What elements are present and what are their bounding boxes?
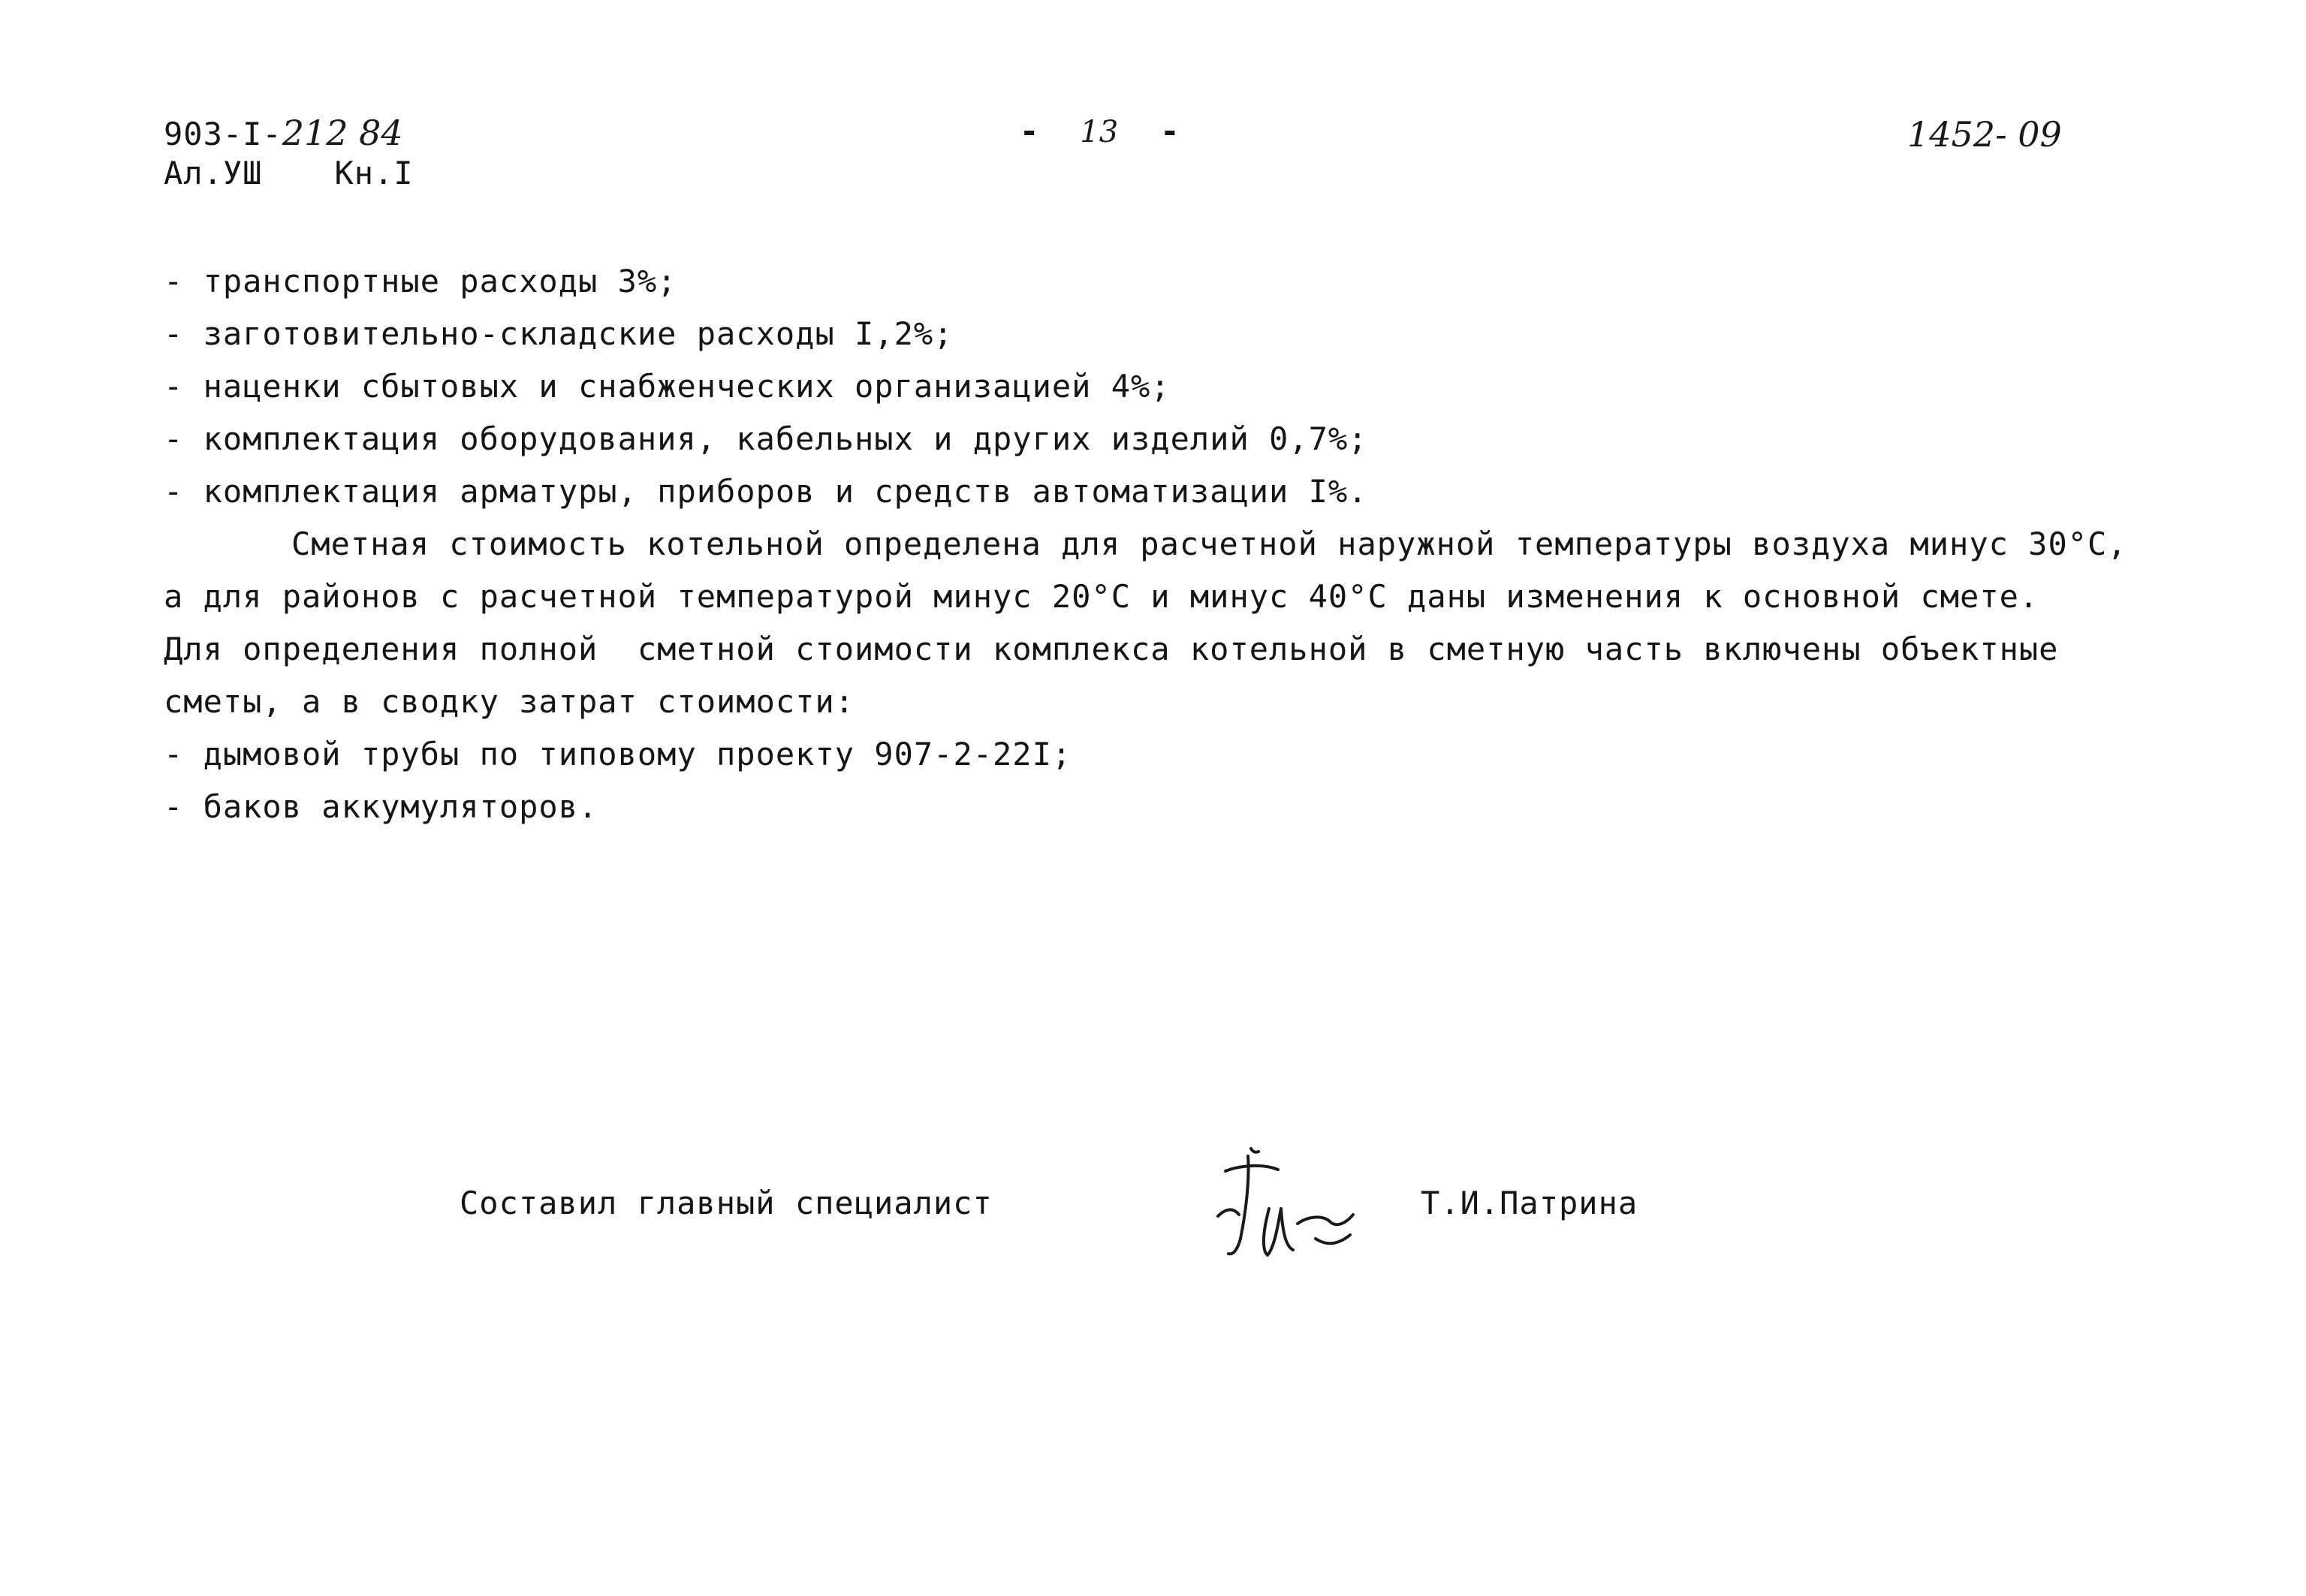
handwritten-signature [1203, 1126, 1398, 1276]
document-code [164, 113, 403, 153]
album-label: Ал.УШ [164, 155, 263, 191]
page-number-group [1020, 113, 1180, 149]
paragraph-line: сметы, а в сводку затрат стоимости: [164, 683, 855, 720]
paragraph-line: Для определения полной сметной стоимости комплекса котельной в сметную часть включены объектные [164, 631, 2059, 667]
body-text [164, 255, 2236, 833]
album-book-line [164, 155, 414, 191]
paragraph-line: а для районов с расчетной температурой минус 20°С и минус 40°С даны изменения к основной смете. [164, 578, 2039, 615]
page-number: 13 [1080, 115, 1119, 149]
book-label: Кн.I [334, 155, 414, 191]
paragraph-line: Сметная стоимость котельной определена для расчетной наружной температуры воздуха минус 30°С, [291, 525, 2127, 562]
list-item: - баков аккумуляторов. [164, 788, 598, 825]
signature-label: Составил главный специалист [460, 1185, 993, 1221]
list-item: - дымовой трубы по типовому проекту 907-2-22I; [164, 736, 1072, 772]
list-item: - комплектация оборудования, кабельных и других изделий 0,7%; [164, 420, 1368, 457]
list-item: - заготовительно-складские расходы I,2%; [164, 315, 954, 352]
list-item: - транспортные расходы 3%; [164, 263, 677, 300]
list-item: - наценки сбытовых и снабженческих организацией 4%; [164, 368, 1171, 405]
page-dash-right: - [1160, 113, 1180, 149]
page-dash-left: - [1020, 113, 1040, 149]
signatory-name: Т.И.Патрина [1421, 1185, 1638, 1221]
document-series: 903-I- [164, 116, 282, 152]
inventory-number: 1452- 09 [1907, 114, 2062, 155]
signature-block [460, 1171, 1736, 1306]
list-item: - комплектация арматуры, приборов и средств автоматизации I%. [164, 473, 1368, 510]
document-series-handwritten: 212 84 [282, 113, 403, 153]
